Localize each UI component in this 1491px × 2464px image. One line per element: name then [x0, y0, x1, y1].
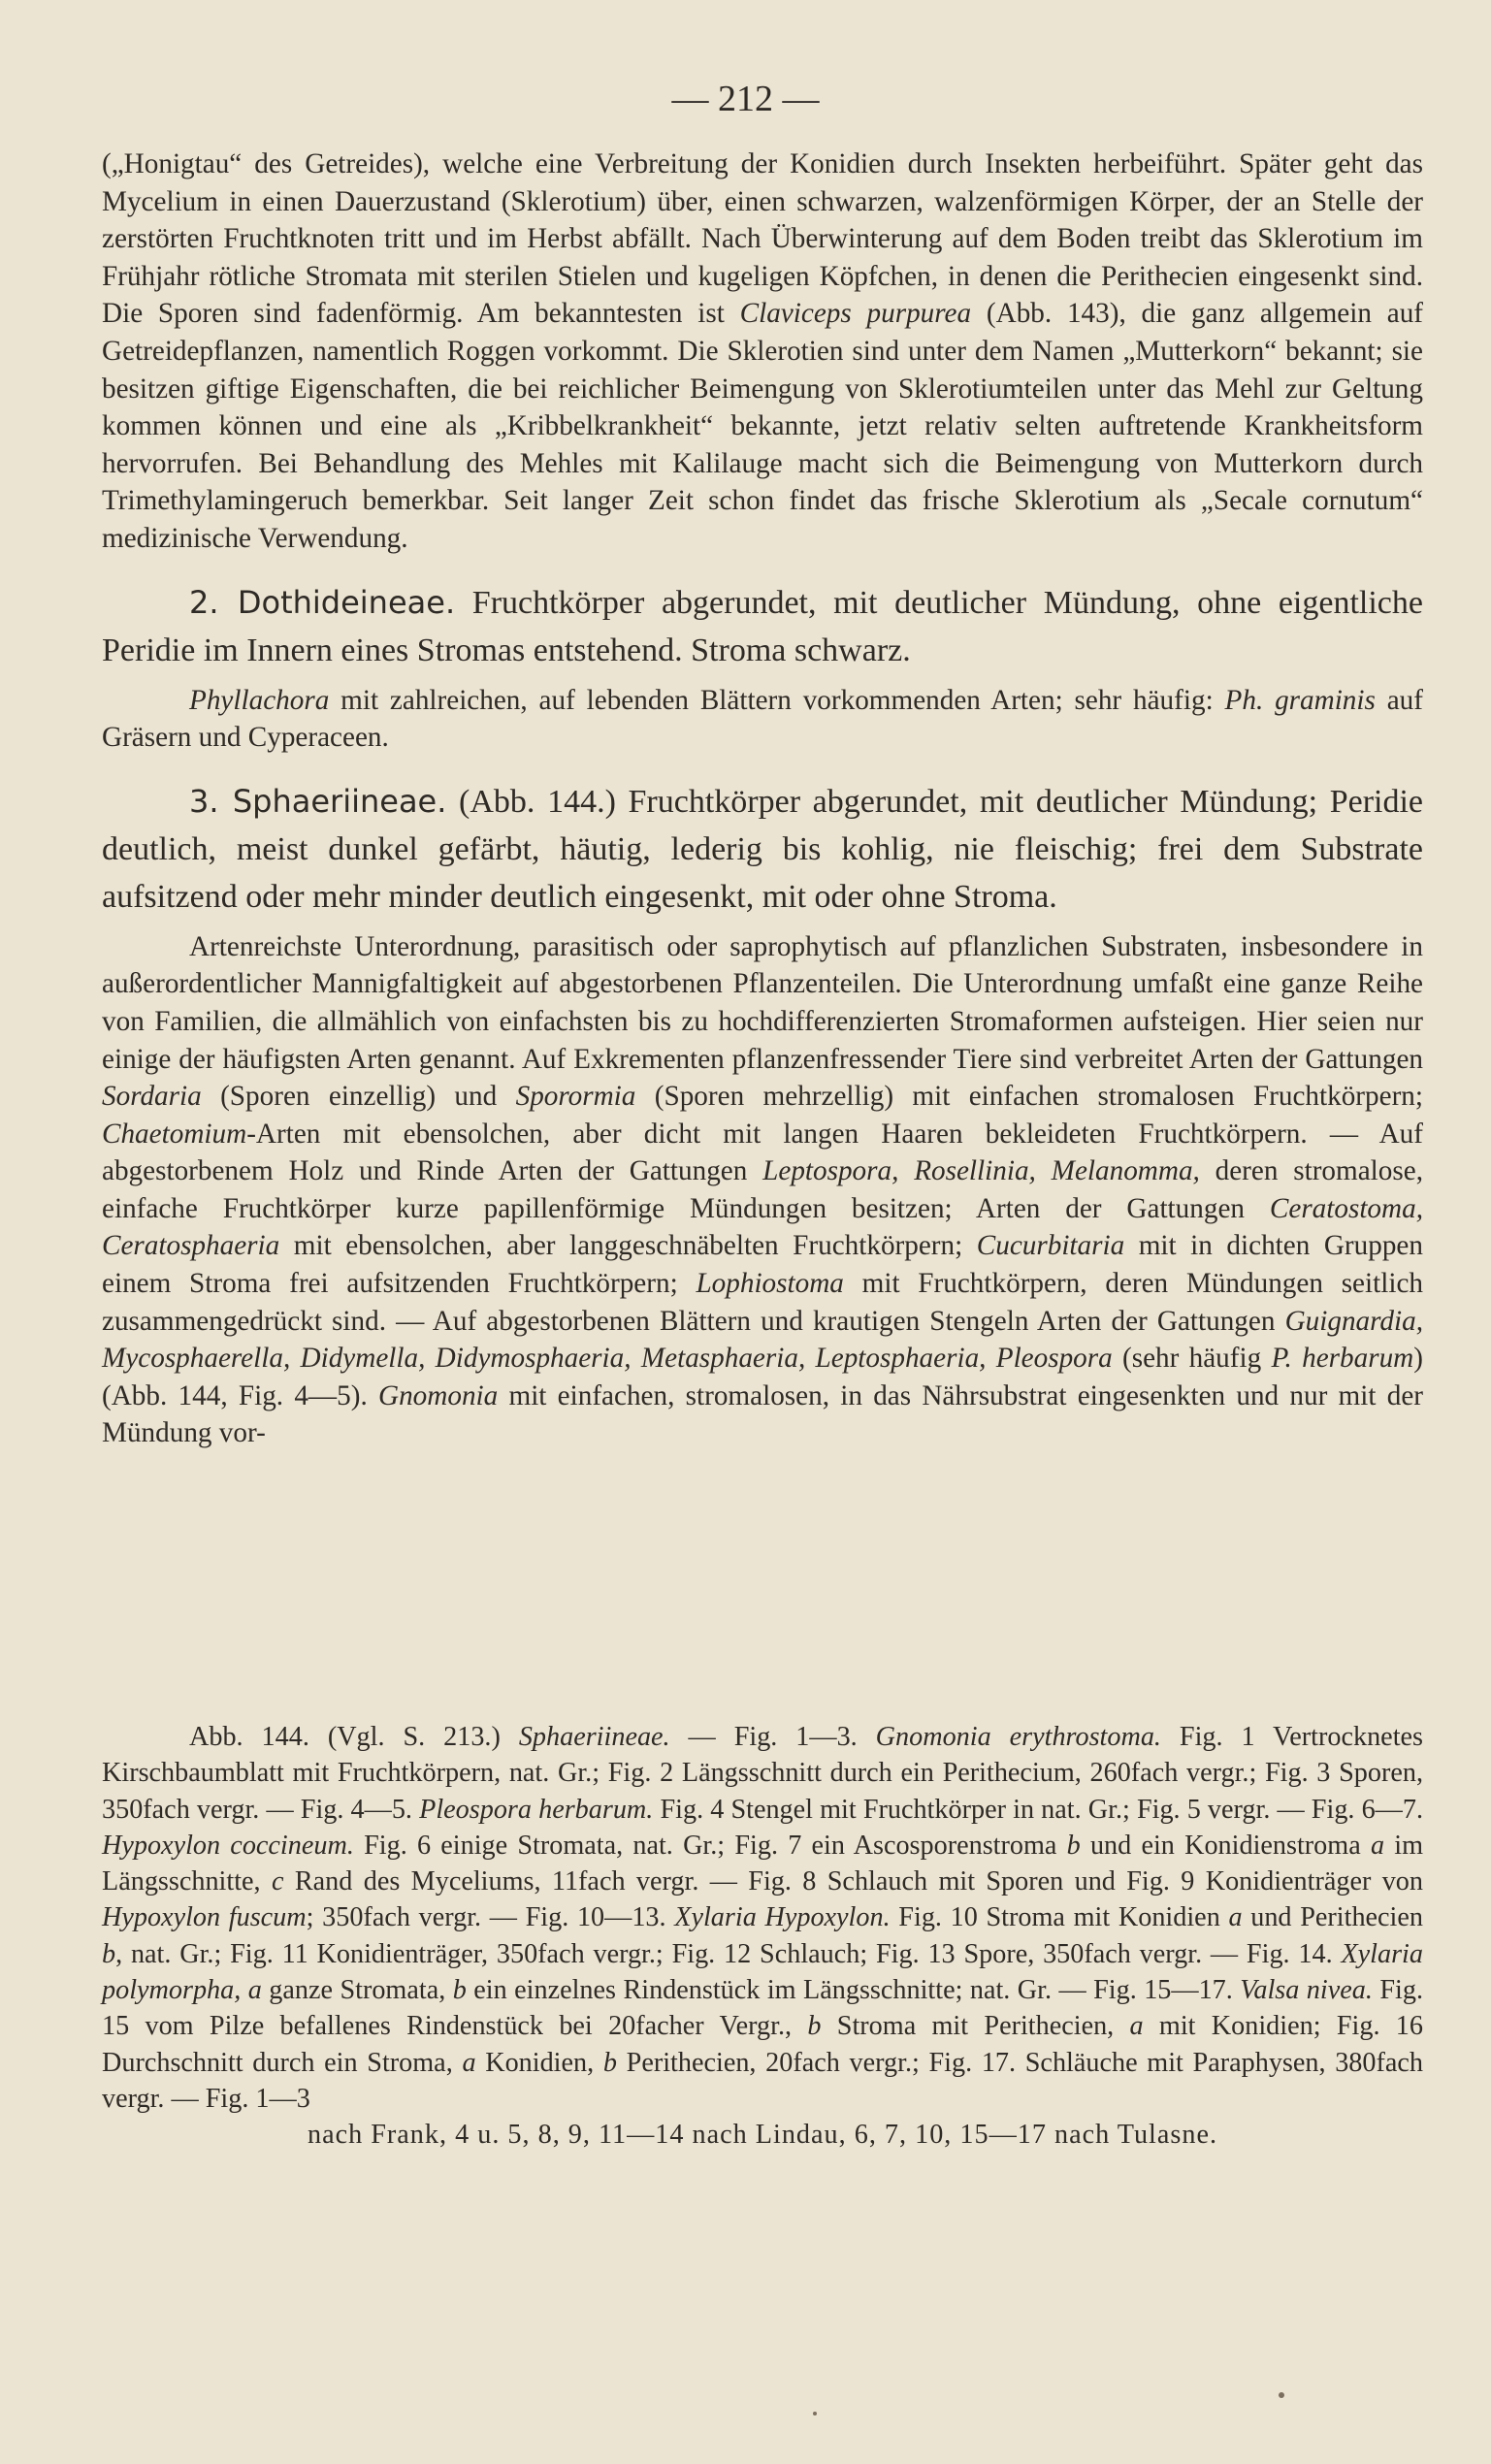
text-run: mit Konidien; Fig. 16 Durchschnitt durch ein Stroma,	[102, 2011, 1423, 2078]
section-sphaeriineae-heading	[102, 778, 1423, 921]
section-name: 3. Sphaeriineae.	[189, 782, 447, 820]
text-run: ganze Stromata,	[261, 1975, 453, 2006]
text-run: Abb. 144. (Vgl. S. 213.)	[189, 1722, 519, 1752]
italic-term: Leptospora, Rosellinia, Melanomma,	[762, 1155, 1200, 1187]
italic-term: Guignardia, Mycosphaerella, Didymella, Didymosphaeria, Metasphaeria, Leptosphaeria, Pleospora	[102, 1305, 1423, 1375]
italic-term: P. herbarum	[1271, 1343, 1414, 1375]
italic-term: a	[1370, 1830, 1385, 1861]
text-run: mit ebensolchen, aber langgeschnäbelten Fruchtkörpern;	[279, 1230, 977, 1262]
text-run: Fig. 15 vom Pilze befallenes Rindenstück bei 20facher Vergr.,	[102, 1975, 1424, 2042]
text-run: (Sporen mehrzellig) mit einfachen stromalosen Fruchtkörpern;	[635, 1081, 1423, 1113]
text-run: auf Gräsern und Cyperaceen.	[102, 684, 1423, 754]
text-run: und ein Konidienstroma	[1080, 1830, 1371, 1861]
text-run: mit zahlreichen, auf lebenden Blättern vorkommenden Arten; sehr häufig:	[329, 684, 1225, 716]
italic-term: b	[1066, 1830, 1081, 1861]
italic-term: a	[462, 2047, 476, 2078]
text-run: Fig. 1 Vertrocknetes Kirschbaumblatt mit Fruchtkörpern, nat. Gr.; Fig. 2 Längsschnitt durch ein Perithecium, 260fach vergr.; Fig. 3 Sporen, 350fach vergr. — Fig. 4—5.	[102, 1722, 1424, 1825]
sphaeriineae-paragraph	[102, 928, 1423, 1452]
text-run: Rand des Myceliums, 11fach vergr. — Fig. 8 Schlauch mit Sporen und Fig. 9 Konidienträger von	[283, 1866, 1423, 1897]
text-run: („Honigtau“ des Getreides), welche eine Verbreitung der Konidien durch Insekten herbeiführt. Später geht das Mycelium in einen Dauerzustand (Sklerotium) über, einen schwarzen, walzenförmigen Körper, der an Stelle der zerstörten Fruchtknoten tritt und im Herbst abfällt. Nach Überwinterung auf dem Boden treibt das Sklerotium im Frühjahr rötliche Stromata mit sterilen Stielen und kugeligen Köpfchen, in denen die Perithecien eingesenkt sind. Die Sporen sind fadenförmig. Am bekanntesten ist	[102, 148, 1423, 330]
italic-term: Sphaeriineae.	[518, 1722, 670, 1752]
text-run: ; 350fach vergr. — Fig. 10—13.	[306, 1902, 675, 1933]
caption-text	[102, 1719, 1423, 2117]
section-description: (Abb. 144.) Fruchtkörper abgerundet, mit deutlicher Mündung; Peridie deutlich, meist dunkel gefärbt, häutig, lederig bis kohlig, nie fleischig; frei dem Substrate aufsitzend oder mehr minder deutlich eingesenkt, mit oder ohne Stroma.	[102, 783, 1424, 915]
text-run: Fig. 10 Stroma mit Konidien	[890, 1902, 1229, 1933]
italic-term: Pleospora herbarum.	[419, 1794, 654, 1825]
ink-speck	[813, 2412, 817, 2415]
text-run: (sehr häufig	[1112, 1343, 1272, 1375]
text-run: Artenreichste Unterordnung, parasitisch oder saprophytisch auf pflanzlichen Substraten, insbesondere in außerordentlicher Mannigfaltigkeit auf abgestorbenen Pflanzenteilen. Die Unterordnung umfaßt eine ganze Reihe von Familien, die allmählich von einfachsten bis zu hochdifferenzierten Stromaformen aufsteigen. Hier seien nur einige der häufigsten Arten genannt. Auf Exkrementen pflanzenfressender Tiere sind verbreitet Arten der Gattungen	[102, 930, 1423, 1075]
italic-term: Ph. graminis	[1224, 684, 1376, 716]
italic-term: Claviceps purpurea	[739, 298, 972, 330]
text-run: ein einzelnes Rindenstück im Längsschnitte; nat. Gr. — Fig. 15—17.	[466, 1975, 1241, 2006]
italic-term: a	[1129, 2011, 1144, 2042]
dothideineae-paragraph	[102, 682, 1423, 757]
text-run: deren stromalose, einfache Fruchtkörper kurze papillenförmige Mündungen besitzen; Arten der Gattungen	[102, 1155, 1423, 1224]
text-run: (Sporen einzellig) und	[201, 1081, 516, 1113]
text-run: ) (Abb. 144, Fig. 4—5).	[102, 1343, 1423, 1411]
text-run: Fig. 6 einige Stromata, nat. Gr.; Fig. 7 ein Ascosporenstroma	[353, 1830, 1067, 1861]
text-run: -Arten mit ebensolchen, aber dicht mit langen Haaren bekleideten Fruchtkörpern. — Auf abgestorbenem Holz und Rinde Arten der Gattungen	[102, 1118, 1423, 1187]
text-run: , nat. Gr.; Fig. 11 Konidienträger, 350fach vergr.; Fig. 12 Schlauch; Fig. 13 Spore, 350fach vergr. — Fig. 14.	[115, 1938, 1342, 1969]
italic-term: Sordaria	[102, 1081, 202, 1113]
italic-term: Gnomonia	[378, 1379, 499, 1411]
italic-term: c	[271, 1866, 284, 1897]
text-run: Perithecien, 20fach vergr.; Fig. 17. Schläuche mit Paraphysen, 380fach vergr. — Fig. 1—3	[102, 2047, 1423, 2114]
text-run: Konidien,	[475, 2047, 603, 2078]
text-run: mit in dichten Gruppen einem Stroma frei aufsitzenden Fruchtkörpern;	[102, 1230, 1423, 1300]
italic-term: Chaetomium	[102, 1118, 247, 1150]
page-number: — 212 —	[671, 79, 820, 119]
main-text	[102, 146, 1423, 1452]
italic-term: Sporormia	[515, 1081, 636, 1113]
italic-term: b	[452, 1975, 467, 2006]
italic-term: b	[807, 2011, 822, 2042]
intro-paragraph	[102, 146, 1423, 558]
italic-term: Hypoxylon coccineum.	[102, 1830, 354, 1861]
italic-term: Ceratostoma, Ceratosphaeria	[102, 1192, 1423, 1262]
italic-term: a	[1228, 1902, 1243, 1933]
italic-term: Xylaria polymorpha, a	[102, 1938, 1423, 2006]
italic-term: Cucurbitaria	[976, 1230, 1125, 1262]
italic-term: Gnomonia erythrostoma.	[875, 1722, 1161, 1752]
ink-speck	[1279, 2392, 1284, 2398]
text-run: (Abb. 143), die ganz allgemein auf Getreidepflanzen, namentlich Roggen vorkommt. Die Sklerotien sind unter dem Namen „Mutterkorn“ bekannt; sie besitzen giftige Eigenschaften, die bei reichlicher Beimengung von Sklerotiumteilen unter das Mehl zur Geltung kommen können und eine als „Kribbelkrankheit“ bekannte, jetzt relativ selten auftretende Krankheitsform hervorrufen. Bei Behandlung des Mehles mit Kalilauge macht sich die Beimengung von Mutterkorn durch Trimethylamingeruch bemerkbar. Seit langer Zeit schon findet das frische Sklerotium als „Secale cornutum“ medizinische Verwendung.	[102, 298, 1424, 554]
caption-credits: nach Frank, 4 u. 5, 8, 9, 11—14 nach Lindau, 6, 7, 10, 15—17 nach Tulasne.	[307, 2120, 1218, 2151]
italic-term: Phyllachora	[189, 684, 330, 716]
italic-term: Xylaria Hypoxylon.	[674, 1902, 891, 1933]
text-run: mit einfachen, stromalosen, in das Nährsubstrat eingesenkten und nur mit der Mündung vor-	[102, 1379, 1423, 1449]
section-dothideineae-heading	[102, 579, 1423, 674]
text-run: — Fig. 1—3.	[669, 1722, 876, 1752]
italic-term: b	[102, 1938, 116, 1969]
italic-term: b	[602, 2047, 617, 2078]
section-description: Fruchtkörper abgerundet, mit deutlicher Mündung, ohne eigentliche Peridie im Innern eines Stromas entstehend. Stroma schwarz.	[102, 584, 1423, 668]
text-run: Stroma mit Perithecien,	[821, 2011, 1130, 2042]
text-run: Fig. 4 Stengel mit Fruchtkörper in nat. Gr.; Fig. 5 vergr. — Fig. 6—7.	[653, 1794, 1424, 1825]
figure-caption	[102, 1719, 1423, 2154]
text-run: im Längsschnitte,	[102, 1830, 1424, 1897]
text-run: und Perithecien	[1242, 1902, 1423, 1933]
italic-term: Hypoxylon fuscum	[102, 1902, 307, 1933]
italic-term: Valsa nivea.	[1240, 1975, 1373, 2006]
section-name: 2. Dothideineae.	[189, 583, 456, 621]
italic-term: Lophiostoma	[696, 1268, 844, 1300]
text-run: mit Fruchtkörpern, deren Mündungen seitlich zusammengedrückt sind. — Auf abgestorbenen Blättern und krautigen Stengeln Arten der Gattungen	[102, 1268, 1423, 1337]
